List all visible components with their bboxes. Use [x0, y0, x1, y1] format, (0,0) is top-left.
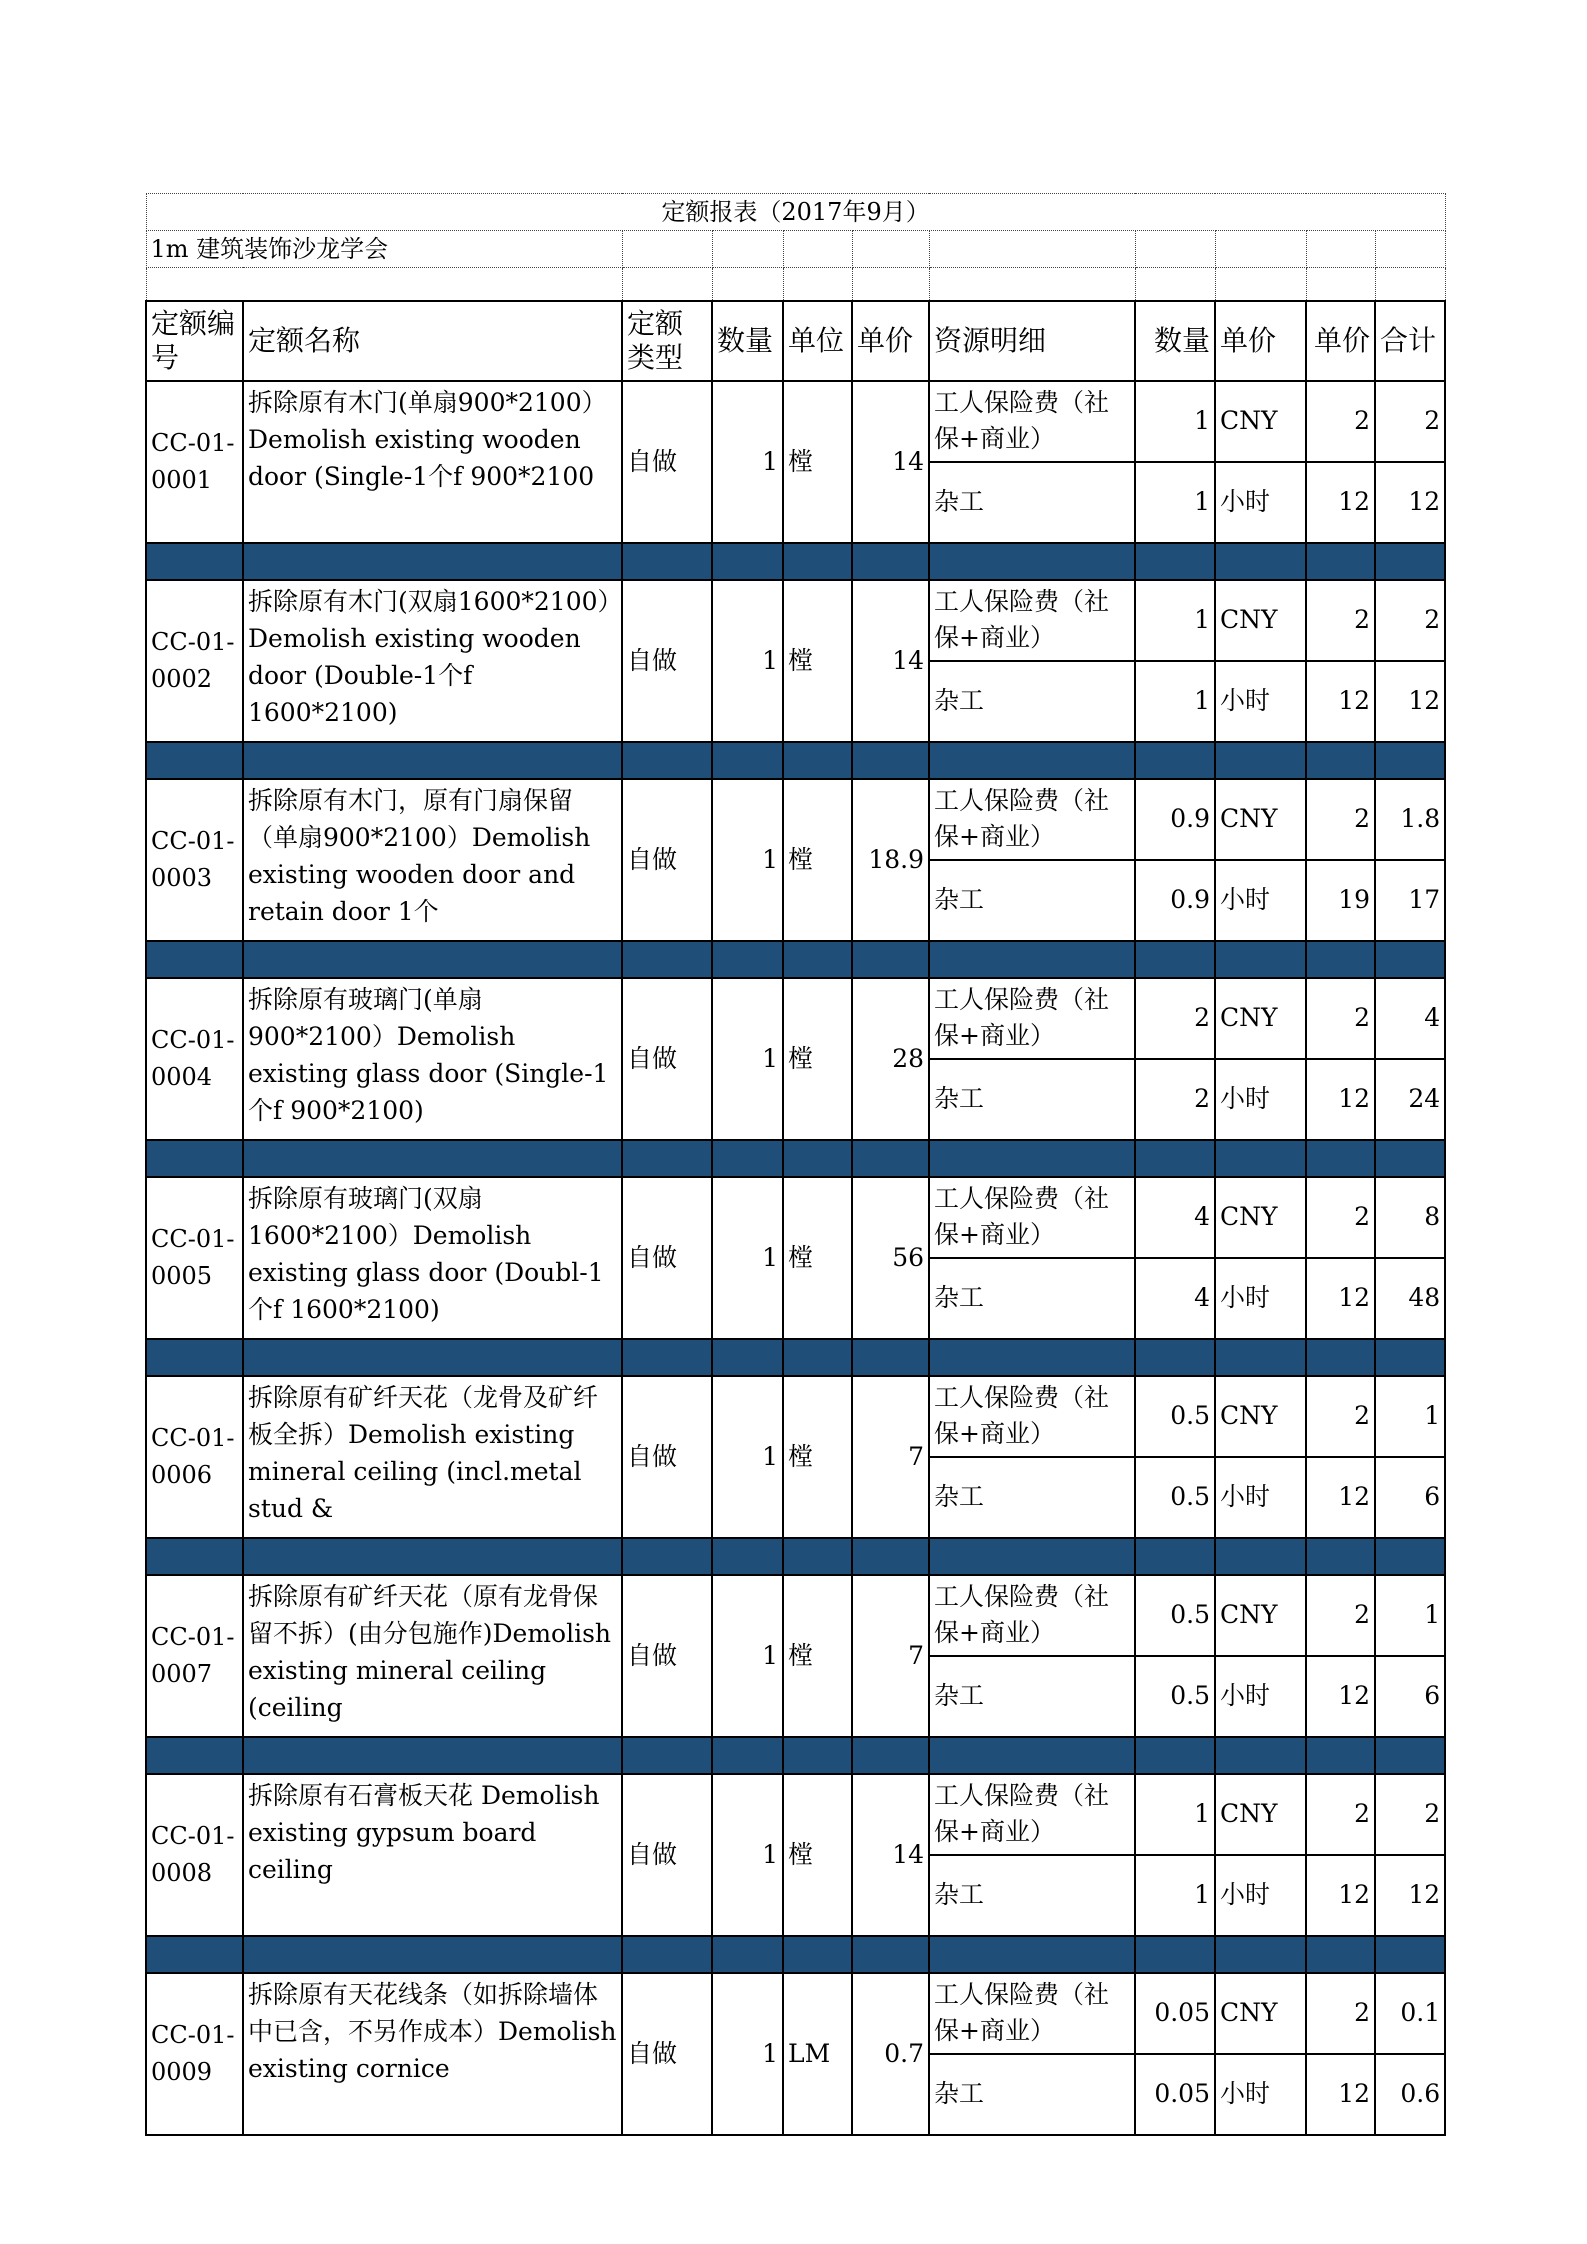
item-price: 14 — [852, 580, 929, 742]
separator-row — [146, 941, 1445, 978]
resource-qty: 0.05 — [1135, 1973, 1215, 2054]
table-row — [146, 1774, 1445, 1855]
item-code: CC-01-0003 — [146, 779, 243, 941]
header-resource: 资源明细 — [929, 301, 1135, 381]
separator-cell — [712, 1339, 783, 1376]
resource-qty: 0.5 — [1135, 1457, 1215, 1538]
resource-name: 工人保险费（社保+商业） — [929, 1774, 1135, 1855]
item-qty: 1 — [712, 978, 783, 1140]
item-price: 56 — [852, 1177, 929, 1339]
resource-name: 工人保险费（社保+商业） — [929, 779, 1135, 860]
resource-qty: 1 — [1135, 1774, 1215, 1855]
item-type: 自做 — [622, 978, 712, 1140]
item-qty: 1 — [712, 580, 783, 742]
separator-cell — [1375, 1339, 1445, 1376]
separator-cell — [1375, 1538, 1445, 1575]
separator-cell — [712, 1737, 783, 1774]
separator-cell — [1375, 1140, 1445, 1177]
separator-cell — [1135, 1737, 1215, 1774]
item-code: CC-01-0005 — [146, 1177, 243, 1339]
separator-row — [146, 543, 1445, 580]
resource-total: 4 — [1375, 978, 1445, 1059]
separator-cell — [243, 1936, 622, 1973]
separator-cell — [852, 1538, 929, 1575]
separator-cell — [1215, 1339, 1306, 1376]
header-qty: 数量 — [712, 301, 783, 381]
resource-unit: 小时 — [1215, 1656, 1306, 1737]
item-code: CC-01-0002 — [146, 580, 243, 742]
item-price: 7 — [852, 1575, 929, 1737]
separator-cell — [622, 1538, 712, 1575]
resource-name: 杂工 — [929, 2054, 1135, 2135]
resource-name: 工人保险费（社保+商业） — [929, 1973, 1135, 2054]
resource-total: 1 — [1375, 1376, 1445, 1457]
resource-total: 2 — [1375, 381, 1445, 462]
resource-qty: 1 — [1135, 462, 1215, 543]
resource-qty: 0.05 — [1135, 2054, 1215, 2135]
resource-name: 杂工 — [929, 462, 1135, 543]
separator-cell — [1215, 742, 1306, 779]
separator-cell — [622, 941, 712, 978]
item-qty: 1 — [712, 381, 783, 543]
separator-cell — [783, 1140, 852, 1177]
resource-unit: CNY — [1215, 580, 1306, 661]
separator-cell — [146, 1737, 243, 1774]
resource-name: 工人保险费（社保+商业） — [929, 580, 1135, 661]
item-code: CC-01-0007 — [146, 1575, 243, 1737]
separator-cell — [1306, 543, 1375, 580]
header-total: 合计 — [1375, 301, 1445, 381]
item-type: 自做 — [622, 580, 712, 742]
separator-cell — [1306, 1339, 1375, 1376]
resource-total: 17 — [1375, 860, 1445, 941]
resource-unit: CNY — [1215, 1376, 1306, 1457]
item-name: 拆除原有玻璃门(单扇900*2100）Demolish existing glass door (Single-1个f 900*2100) — [243, 978, 622, 1140]
resource-price: 12 — [1306, 1059, 1375, 1140]
item-unit: 樘 — [783, 381, 852, 543]
separator-cell — [1215, 1737, 1306, 1774]
resource-total: 12 — [1375, 1855, 1445, 1936]
resource-price: 2 — [1306, 381, 1375, 462]
resource-price: 2 — [1306, 1177, 1375, 1258]
item-unit: 樘 — [783, 1177, 852, 1339]
item-type: 自做 — [622, 381, 712, 543]
resource-qty: 1 — [1135, 580, 1215, 661]
separator-cell — [1375, 1936, 1445, 1973]
separator-cell — [243, 543, 622, 580]
resource-unit: 小时 — [1215, 1258, 1306, 1339]
separator-cell — [929, 1737, 1135, 1774]
separator-cell — [146, 1936, 243, 1973]
item-type: 自做 — [622, 779, 712, 941]
resource-unit: CNY — [1215, 779, 1306, 860]
separator-cell — [712, 1538, 783, 1575]
table-row — [146, 1177, 1445, 1258]
resource-qty: 4 — [1135, 1177, 1215, 1258]
table-row — [146, 978, 1445, 1059]
separator-cell — [622, 742, 712, 779]
resource-price: 12 — [1306, 1855, 1375, 1936]
item-price: 14 — [852, 381, 929, 543]
item-unit: LM — [783, 1973, 852, 2135]
resource-price: 2 — [1306, 978, 1375, 1059]
resource-name: 工人保险费（社保+商业） — [929, 978, 1135, 1059]
separator-cell — [1306, 742, 1375, 779]
separator-cell — [243, 1140, 622, 1177]
item-price: 0.7 — [852, 1973, 929, 2135]
resource-total: 1 — [1375, 1575, 1445, 1656]
separator-cell — [1306, 1936, 1375, 1973]
item-unit: 樘 — [783, 779, 852, 941]
separator-cell — [146, 742, 243, 779]
resource-name: 杂工 — [929, 1258, 1135, 1339]
resource-total: 6 — [1375, 1656, 1445, 1737]
header-type: 定额类型 — [622, 301, 712, 381]
separator-cell — [1135, 1538, 1215, 1575]
table-row — [146, 1575, 1445, 1656]
separator-cell — [852, 1936, 929, 1973]
separator-cell — [1215, 1538, 1306, 1575]
item-name: 拆除原有天花线条（如拆除墙体中已含，不另作成本）Demolish existing cornice — [243, 1973, 622, 2135]
item-qty: 1 — [712, 1774, 783, 1936]
resource-unit: 小时 — [1215, 1457, 1306, 1538]
item-unit: 樘 — [783, 1575, 852, 1737]
separator-row — [146, 742, 1445, 779]
item-name: 拆除原有石膏板天花 Demolish existing gypsum board ceiling — [243, 1774, 622, 1936]
separator-cell — [852, 1737, 929, 1774]
resource-qty: 2 — [1135, 978, 1215, 1059]
item-unit: 樘 — [783, 580, 852, 742]
item-price: 18.9 — [852, 779, 929, 941]
organization-name: 1m 建筑装饰沙龙学会 — [146, 231, 622, 268]
resource-unit: 小时 — [1215, 1059, 1306, 1140]
separator-cell — [1135, 543, 1215, 580]
resource-total: 12 — [1375, 661, 1445, 742]
separator-row — [146, 1140, 1445, 1177]
table-row — [146, 779, 1445, 860]
resource-unit: 小时 — [1215, 1855, 1306, 1936]
resource-total: 2 — [1375, 1774, 1445, 1855]
separator-cell — [243, 1339, 622, 1376]
header-res-unit-price: 单价 — [1215, 301, 1306, 381]
item-code: CC-01-0001 — [146, 381, 243, 543]
separator-cell — [1135, 742, 1215, 779]
resource-unit: CNY — [1215, 381, 1306, 462]
table-header-row — [146, 301, 1445, 381]
resource-name: 杂工 — [929, 860, 1135, 941]
resource-price: 12 — [1306, 1457, 1375, 1538]
resource-price: 12 — [1306, 2054, 1375, 2135]
item-type: 自做 — [622, 1177, 712, 1339]
item-name: 拆除原有矿纤天花（龙骨及矿纤板全拆）Demolish existing mineral ceiling (incl.metal stud & — [243, 1376, 622, 1538]
separator-cell — [712, 543, 783, 580]
separator-row — [146, 1538, 1445, 1575]
item-code: CC-01-0008 — [146, 1774, 243, 1936]
separator-cell — [243, 1538, 622, 1575]
resource-unit: CNY — [1215, 1973, 1306, 2054]
separator-cell — [1215, 543, 1306, 580]
separator-cell — [1215, 941, 1306, 978]
report-title: 定额报表（2017年9月） — [146, 194, 1445, 231]
separator-cell — [1306, 1140, 1375, 1177]
resource-unit: 小时 — [1215, 462, 1306, 543]
quota-report-sheet — [145, 193, 1444, 2136]
item-name: 拆除原有矿纤天花（原有龙骨保留不拆）(由分包施作)Demolish existing mineral ceiling (ceiling — [243, 1575, 622, 1737]
resource-qty: 1 — [1135, 381, 1215, 462]
item-price: 7 — [852, 1376, 929, 1538]
separator-cell — [146, 941, 243, 978]
separator-cell — [712, 1140, 783, 1177]
separator-cell — [622, 543, 712, 580]
item-code: CC-01-0006 — [146, 1376, 243, 1538]
item-unit: 樘 — [783, 978, 852, 1140]
resource-name: 杂工 — [929, 1457, 1135, 1538]
separator-cell — [1215, 1936, 1306, 1973]
separator-cell — [1135, 1936, 1215, 1973]
resource-total: 48 — [1375, 1258, 1445, 1339]
separator-row — [146, 1339, 1445, 1376]
separator-cell — [243, 941, 622, 978]
item-code: CC-01-0004 — [146, 978, 243, 1140]
separator-cell — [1306, 941, 1375, 978]
item-qty: 1 — [712, 1575, 783, 1737]
separator-cell — [1215, 1140, 1306, 1177]
resource-unit: 小时 — [1215, 661, 1306, 742]
table-row — [146, 1973, 1445, 2054]
separator-cell — [852, 941, 929, 978]
separator-cell — [1375, 543, 1445, 580]
separator-cell — [1135, 941, 1215, 978]
resource-unit: CNY — [1215, 1177, 1306, 1258]
resource-qty: 0.5 — [1135, 1656, 1215, 1737]
separator-cell — [1135, 1339, 1215, 1376]
table-row — [146, 381, 1445, 462]
resource-price: 19 — [1306, 860, 1375, 941]
separator-cell — [783, 742, 852, 779]
resource-price: 12 — [1306, 661, 1375, 742]
quota-table — [145, 193, 1446, 2136]
separator-cell — [1306, 1737, 1375, 1774]
resource-qty: 0.9 — [1135, 860, 1215, 941]
resource-price: 2 — [1306, 1774, 1375, 1855]
item-name: 拆除原有木门，原有门扇保留（单扇900*2100）Demolish existing wooden door and retain door 1个 — [243, 779, 622, 941]
header-unit: 单位 — [783, 301, 852, 381]
resource-name: 工人保险费（社保+商业） — [929, 1575, 1135, 1656]
resource-total: 0.1 — [1375, 1973, 1445, 2054]
header-name: 定额名称 — [243, 301, 622, 381]
resource-qty: 1 — [1135, 1855, 1215, 1936]
resource-price: 12 — [1306, 1656, 1375, 1737]
separator-cell — [622, 1339, 712, 1376]
separator-cell — [146, 1339, 243, 1376]
item-type: 自做 — [622, 1575, 712, 1737]
separator-cell — [929, 1140, 1135, 1177]
item-unit: 樘 — [783, 1774, 852, 1936]
header-res-price: 单价 — [1306, 301, 1375, 381]
item-unit: 樘 — [783, 1376, 852, 1538]
item-type: 自做 — [622, 1376, 712, 1538]
resource-qty: 4 — [1135, 1258, 1215, 1339]
separator-cell — [929, 941, 1135, 978]
separator-cell — [622, 1140, 712, 1177]
resource-name: 工人保险费（社保+商业） — [929, 1177, 1135, 1258]
separator-row — [146, 1737, 1445, 1774]
separator-cell — [852, 543, 929, 580]
separator-cell — [146, 1140, 243, 1177]
resource-unit: 小时 — [1215, 2054, 1306, 2135]
separator-cell — [783, 1538, 852, 1575]
table-row — [146, 1376, 1445, 1457]
separator-cell — [243, 1737, 622, 1774]
item-type: 自做 — [622, 1973, 712, 2135]
header-code: 定额编号 — [146, 301, 243, 381]
separator-cell — [712, 941, 783, 978]
separator-cell — [243, 742, 622, 779]
resource-unit: CNY — [1215, 1774, 1306, 1855]
item-qty: 1 — [712, 1177, 783, 1339]
separator-cell — [852, 742, 929, 779]
separator-cell — [929, 543, 1135, 580]
resource-unit: CNY — [1215, 1575, 1306, 1656]
separator-cell — [1375, 1737, 1445, 1774]
separator-cell — [783, 1339, 852, 1376]
resource-qty: 1 — [1135, 661, 1215, 742]
separator-cell — [783, 543, 852, 580]
separator-cell — [929, 1339, 1135, 1376]
separator-cell — [146, 1538, 243, 1575]
item-code: CC-01-0009 — [146, 1973, 243, 2135]
resource-name: 杂工 — [929, 1656, 1135, 1737]
separator-cell — [712, 1936, 783, 1973]
resource-name: 工人保险费（社保+商业） — [929, 381, 1135, 462]
separator-cell — [1375, 742, 1445, 779]
item-name: 拆除原有木门(双扇1600*2100）Demolish existing wooden door (Double-1个f 1600*2100) — [243, 580, 622, 742]
separator-row — [146, 1936, 1445, 1973]
resource-price: 2 — [1306, 1973, 1375, 2054]
separator-cell — [622, 1936, 712, 1973]
separator-cell — [852, 1140, 929, 1177]
separator-cell — [783, 1936, 852, 1973]
resource-price: 2 — [1306, 779, 1375, 860]
separator-cell — [622, 1737, 712, 1774]
separator-cell — [929, 1936, 1135, 1973]
resource-name: 杂工 — [929, 1855, 1135, 1936]
resource-total: 2 — [1375, 580, 1445, 661]
resource-qty: 0.5 — [1135, 1376, 1215, 1457]
resource-qty: 0.5 — [1135, 1575, 1215, 1656]
separator-cell — [712, 742, 783, 779]
separator-cell — [1135, 1140, 1215, 1177]
item-name: 拆除原有木门(单扇900*2100）Demolish existing wooden door (Single-1个f 900*2100 — [243, 381, 622, 543]
item-name: 拆除原有玻璃门(双扇1600*2100）Demolish existing glass door (Doubl-1个f 1600*2100) — [243, 1177, 622, 1339]
header-res-qty: 数量 — [1135, 301, 1215, 381]
resource-total: 1.8 — [1375, 779, 1445, 860]
resource-price: 2 — [1306, 1376, 1375, 1457]
item-qty: 1 — [712, 1973, 783, 2135]
resource-qty: 0.9 — [1135, 779, 1215, 860]
resource-total: 12 — [1375, 462, 1445, 543]
resource-total: 8 — [1375, 1177, 1445, 1258]
resource-name: 杂工 — [929, 661, 1135, 742]
resource-unit: 小时 — [1215, 860, 1306, 941]
item-price: 28 — [852, 978, 929, 1140]
separator-cell — [929, 1538, 1135, 1575]
item-price: 14 — [852, 1774, 929, 1936]
separator-cell — [783, 941, 852, 978]
resource-unit: CNY — [1215, 978, 1306, 1059]
resource-price: 2 — [1306, 1575, 1375, 1656]
resource-price: 12 — [1306, 462, 1375, 543]
resource-total: 6 — [1375, 1457, 1445, 1538]
resource-name: 杂工 — [929, 1059, 1135, 1140]
resource-total: 24 — [1375, 1059, 1445, 1140]
resource-name: 工人保险费（社保+商业） — [929, 1376, 1135, 1457]
resource-price: 2 — [1306, 580, 1375, 661]
separator-cell — [1375, 941, 1445, 978]
table-row — [146, 580, 1445, 661]
item-type: 自做 — [622, 1774, 712, 1936]
separator-cell — [146, 543, 243, 580]
resource-price: 12 — [1306, 1258, 1375, 1339]
separator-cell — [929, 742, 1135, 779]
separator-cell — [783, 1737, 852, 1774]
resource-qty: 2 — [1135, 1059, 1215, 1140]
header-price: 单价 — [852, 301, 929, 381]
resource-total: 0.6 — [1375, 2054, 1445, 2135]
separator-cell — [1306, 1538, 1375, 1575]
separator-cell — [852, 1339, 929, 1376]
item-qty: 1 — [712, 1376, 783, 1538]
item-qty: 1 — [712, 779, 783, 941]
